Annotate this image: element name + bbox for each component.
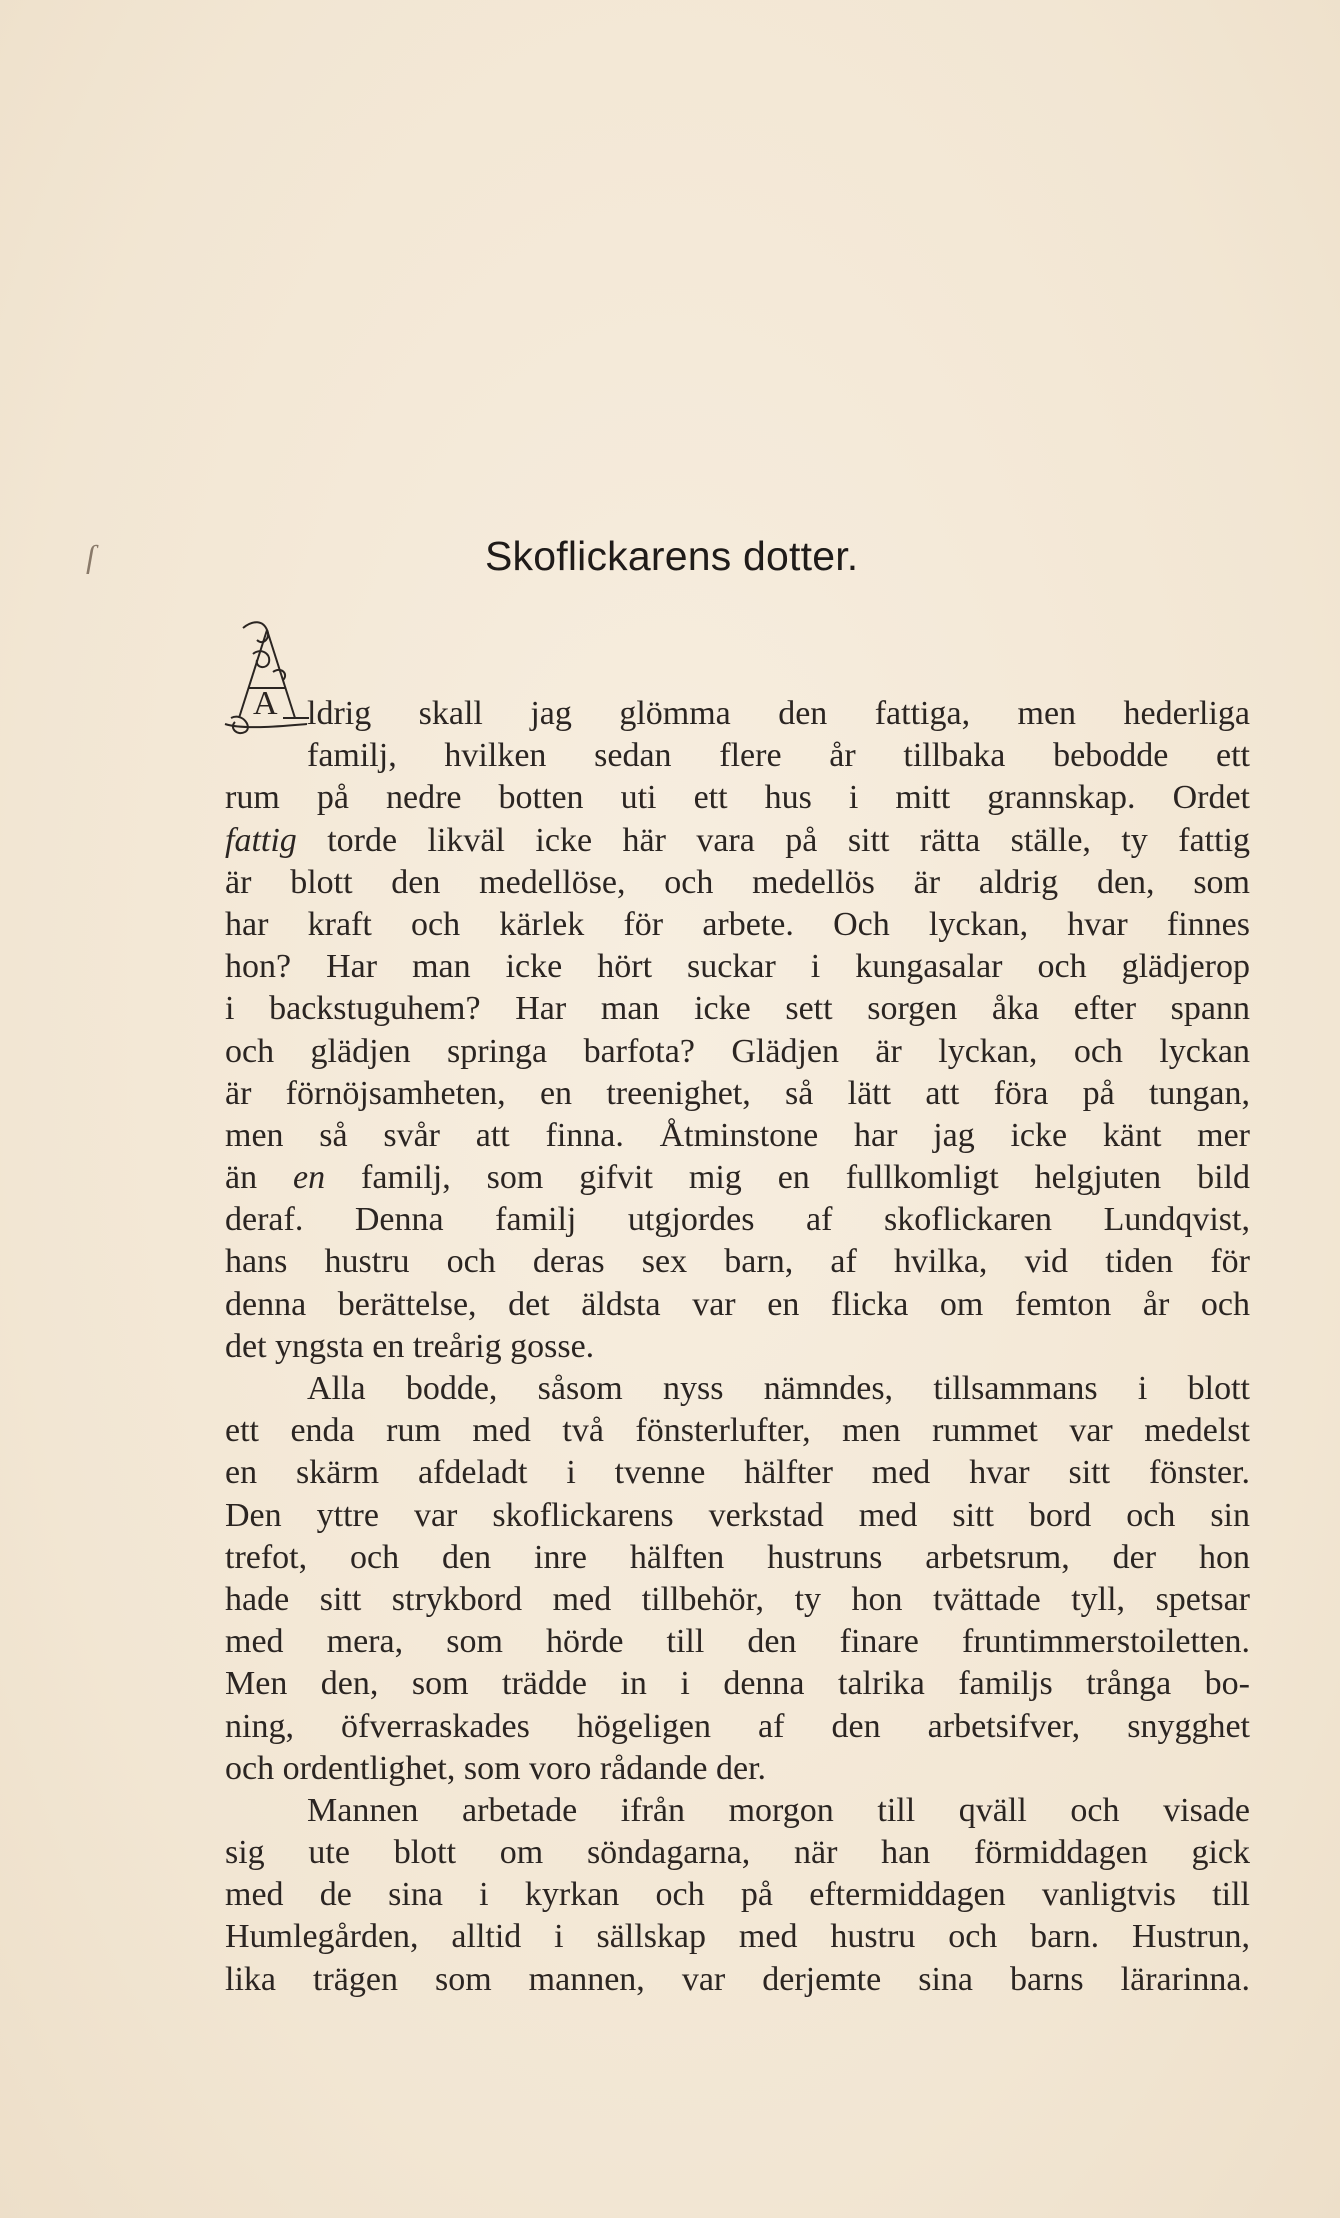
text-line: denna berättelse, det äldsta var en flicka om femton år och: [225, 1285, 1250, 1323]
text-line: i backstuguhem? Har man icke sett sorgen åka efter spann: [225, 990, 1250, 1028]
text-line: det yngsta en treårig gosse.: [225, 1327, 595, 1365]
text-line: [225, 820, 1250, 862]
text-line: hon? Har man icke hört suckar i kungasalar och glädjerop: [225, 948, 1250, 986]
text-line: med de sina i kyrkan och på eftermiddagen vanligtvis till: [225, 1876, 1250, 1914]
text-line: deraf. Denna familj utgjordes af skoflickaren Lundqvist,: [225, 1201, 1250, 1239]
text-line: har kraft och kärlek för arbete. Och lyckan, hvar finnes: [225, 905, 1250, 943]
text-line: hans hustru och deras sex barn, af hvilka, vid tiden för: [225, 1243, 1250, 1281]
text-line: Humlegården, alltid i sällskap med hustru och barn. Hustrun,: [225, 1918, 1250, 1956]
text-line: Alla bodde, såsom nyss nämndes, tillsammans i blott: [307, 1370, 1250, 1407]
italic-word: en: [293, 1159, 326, 1197]
pencil-mark: ſ: [86, 538, 95, 574]
text-line: rum på nedre botten uti ett hus i mitt grannskap. Ordet: [225, 779, 1250, 817]
text-line: sig ute blott om söndagarna, när han förmiddagen gick: [225, 1834, 1250, 1872]
text-line: med mera, som hörde till den finare fruntimmerstoiletten.: [225, 1623, 1250, 1661]
body-text: [225, 685, 1251, 2001]
text-line: en skärm afdeladt i tvenne hälfter med hvar sitt fönster.: [225, 1454, 1250, 1492]
italic-word: fattig: [225, 821, 297, 859]
text-line: och glädjen springa barfota? Glädjen är lyckan, och lyckan: [225, 1032, 1250, 1070]
text-segment: torde likväl icke här vara på sitt rätta ställe, ty fattig: [296, 821, 1250, 859]
text-line: men så svår att finna. Åtminstone har jag icke känt mer: [225, 1116, 1250, 1154]
text-line: familj, hvilken sedan flere år tillbaka bebodde ett: [307, 737, 1250, 775]
text-line: hade sitt strykbord med tillbehör, ty hon tvättade tyll, spetsar: [225, 1580, 1250, 1618]
text-line: Mannen arbetade ifrån morgon till qväll och visade: [307, 1791, 1250, 1829]
ornamental-dropcap-icon: [223, 618, 313, 738]
text-line: lika trägen som mannen, var derjemte sina barns lärarinna.: [225, 1960, 1250, 1998]
text-line: [225, 1157, 1250, 1199]
chapter-title: Skoflickarens dotter.: [485, 533, 859, 579]
text-line: är förnöjsamheten, en treenighet, så lätt att föra på tungan,: [225, 1074, 1250, 1112]
text-line: ldrig skall jag glömma den fattiga, men hederliga: [307, 695, 1250, 732]
text-line: Den yttre var skoflickarens verkstad med sitt bord och sin: [225, 1496, 1250, 1534]
text-line: ett enda rum med två fönsterlufter, men rummet var medelst: [225, 1412, 1250, 1450]
text-line: trefot, och den inre hälften hustruns arbetsrum, der hon: [225, 1538, 1250, 1576]
text-segment: än: [225, 1159, 294, 1197]
text-line: och ordentlighet, som voro rådande der.: [225, 1749, 767, 1787]
text-line: är blott den medellöse, och medellös är aldrig den, som: [225, 863, 1250, 901]
text-line: ning, öfverraskades högeligen af den arbetsifver, snygghet: [225, 1707, 1250, 1745]
text-line: Men den, som trädde in i denna talrika familjs trånga bo-: [225, 1665, 1250, 1703]
text-segment: familj, som gifvit mig en fullkomligt helgjuten bild: [325, 1159, 1251, 1197]
svg-text:A: A: [253, 685, 278, 722]
